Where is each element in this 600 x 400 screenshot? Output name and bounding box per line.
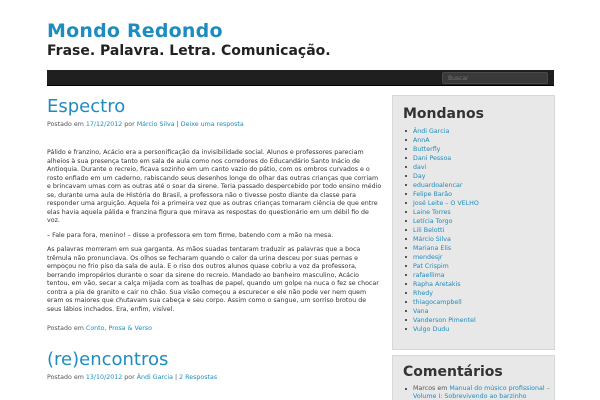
comment-post-link[interactable]: Manual do músico profissional – Volume I: Sobrevivendo ao barzinho — [413, 385, 550, 400]
author-link[interactable]: Dani Pessoa — [403, 154, 554, 163]
comment-em: em — [437, 385, 448, 392]
post-date-link[interactable]: 17/12/2012 — [85, 121, 123, 128]
nav-bar — [47, 70, 554, 86]
author-link[interactable]: Vulgo Dudu — [403, 325, 554, 334]
post-meta — [47, 121, 382, 128]
post-paragraph: – Fale para fora, menino! – disse a professora em tom firme, batendo com a mão na mesa. — [47, 231, 334, 239]
post-author-link[interactable]: Ândi Garcia — [136, 374, 174, 381]
by-label: por — [124, 121, 135, 128]
author-link[interactable]: Vana — [403, 307, 554, 316]
author-link[interactable]: rafaellima — [403, 271, 554, 280]
post-paragraph: Pálido e franzino, Acácio era a personificação da invisibilidade social. Alunos e professores pareciam alheios à sua presença tanto em sala de aula como nos corredores do Educandário Santo Inácio de Antioquia. Durante o recreio, ficava sozinho em um canto vazio do pátio, com os ombros curvados e o rosto enfiado em um caderno, rabiscando seus desenhos longe do olhar das outras crianças que corriam e brincavam umas com as outras até o soar da sirene. Teria passado despercebido por todo ensino médio se, durante uma aula de História do Brasil, a professora não o tivesse posto diante da classe para responder uma arguição. Aquela foi a primeira vez que as outras crianças tomaram ciência de que entre elas havia aquela pálida e franzina figura que mirava as respostas do questionário em um débil fio de voz. — [47, 149, 382, 224]
post-date-link[interactable]: 13/10/2012 — [85, 374, 123, 381]
site-title[interactable]: Mondo Redondo — [47, 20, 223, 42]
author-link[interactable]: Felipe Barão — [403, 190, 554, 199]
sidebar-comments — [392, 355, 555, 400]
comments-link[interactable]: Deixe uma resposta — [180, 121, 244, 128]
author-link[interactable]: José Leite – O VELHO — [403, 199, 554, 208]
author-link[interactable]: Mariana Elis — [403, 244, 554, 253]
author-link[interactable]: Márcio Silva — [403, 235, 554, 244]
author-link[interactable]: eduardoalencar — [403, 181, 554, 190]
post-espectro — [47, 96, 382, 332]
mondanos-title: Mondanos — [403, 106, 484, 122]
comment-author: Marcos — [413, 385, 436, 392]
author-link[interactable]: Day — [403, 172, 554, 181]
author-link[interactable]: AnnA — [403, 136, 554, 145]
post-title[interactable]: Espectro — [47, 96, 126, 117]
author-link[interactable]: Butterfly — [403, 145, 554, 154]
author-link[interactable]: Vanderson Pimentel — [403, 316, 554, 325]
post-categories-link[interactable]: Conto, Prosa & Verso — [85, 325, 152, 332]
mondanos-list — [403, 127, 554, 334]
comments-title: Comentários — [403, 364, 503, 380]
post-footer — [47, 325, 382, 332]
meta-separator: | — [176, 121, 179, 128]
author-link[interactable]: Rapha Aretakis — [403, 280, 554, 289]
post-author-link[interactable]: Márcio Silva — [136, 121, 175, 128]
author-link[interactable]: Pat Crispim — [403, 262, 554, 271]
recent-comment — [403, 385, 554, 400]
author-link[interactable]: Laine Torres — [403, 208, 554, 217]
author-link[interactable]: thiagocampbell — [403, 298, 554, 307]
author-link[interactable]: Letícia Torgo — [403, 217, 554, 226]
author-link[interactable]: mendesjr — [403, 253, 554, 262]
post-reencontros — [47, 349, 382, 381]
author-link[interactable]: Ândi Garcia — [403, 127, 554, 136]
posted-prefix: Postado em — [47, 374, 84, 381]
author-link[interactable]: davi — [403, 163, 554, 172]
post-meta — [47, 374, 382, 381]
comments-link[interactable]: 2 Respostas — [179, 374, 218, 381]
search-input[interactable] — [442, 72, 548, 84]
post-paragraph: As palavras morreram em sua garganta. As mãos suadas tentaram traduzir as palavras que a boca trêmula não pronunciava. Os olhos se fecharam quando o calor da urina desceu por suas pernas e empoçou no frio piso da sala de aula. E o riso dos outros alunos quase cobriu a voz da professora, berrando impropérios durante o soar da sirene do recreio. Mandado ao banheiro masculino, Acácio tentou, em vão, secar a calça mijada com as toalhas de papel, quando um golpe na nuca o fez se chocar contra a pia de granito e cair no chão. Sua visão começou a escurecer e ele não pode ver nem quem eram os maiores que chutavam sua cabeça e seu corpo. Assim como o sangue, um sorriso brotou de seus lábios inchados. Era, enfim, visível. — [47, 246, 379, 313]
site-description: Frase. Palavra. Letra. Comunicação. — [47, 43, 331, 59]
post-content — [47, 149, 382, 314]
by-label: por — [124, 374, 135, 381]
author-link[interactable]: Lili Belotti — [403, 226, 554, 235]
meta-separator: | — [175, 374, 178, 381]
footer-prefix: Postado em — [47, 325, 84, 332]
post-title[interactable]: (re)encontros — [47, 349, 169, 370]
sidebar-mondanos — [392, 95, 555, 350]
posted-prefix: Postado em — [47, 121, 84, 128]
author-link[interactable]: Rhedy — [403, 289, 554, 298]
